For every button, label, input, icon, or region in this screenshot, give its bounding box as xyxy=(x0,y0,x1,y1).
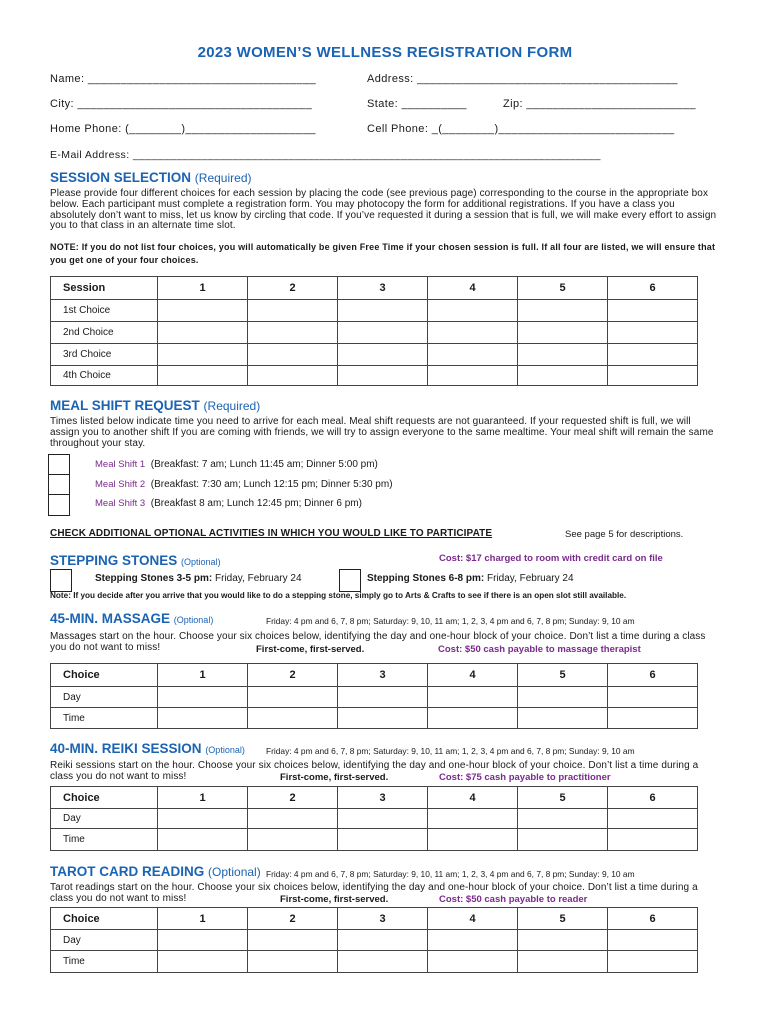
meal-shift-3 xyxy=(95,498,362,509)
tarot-cost: Cost: $50 cash payable to reader xyxy=(439,894,588,905)
cell[interactable] xyxy=(338,366,428,386)
cell[interactable] xyxy=(518,687,608,708)
massage-cost: Cost: $50 cash payable to massage therapist xyxy=(438,644,641,655)
massage-heading-note: (Optional) xyxy=(173,615,214,625)
session-heading-text: SESSION SELECTION xyxy=(50,170,192,185)
cell[interactable] xyxy=(518,829,608,851)
session-heading-note: (Required) xyxy=(194,171,252,185)
meal-shift-1-checkbox[interactable] xyxy=(48,454,70,476)
reiki-header-5: 5 xyxy=(518,787,608,809)
cell[interactable] xyxy=(338,951,428,973)
row-label: Day xyxy=(51,930,158,951)
zip-field[interactable]: Zip: __________________________ xyxy=(503,98,696,110)
cell[interactable] xyxy=(338,829,428,851)
cell[interactable] xyxy=(518,366,608,386)
massage-heading-text: 45-MIN. MASSAGE xyxy=(50,611,171,626)
session-header-5: 5 xyxy=(518,277,608,300)
meal-shift-1 xyxy=(95,459,378,470)
session-header-1: 1 xyxy=(158,277,248,300)
cell[interactable] xyxy=(338,300,428,322)
tarot-header-1: 1 xyxy=(158,908,248,930)
cell[interactable] xyxy=(248,322,338,344)
row-label: Day xyxy=(51,809,158,829)
name-field[interactable]: Name: ___________________________________ xyxy=(50,73,316,85)
meal-shift-1-label: Meal Shift 1 xyxy=(95,459,146,470)
cell[interactable] xyxy=(428,687,518,708)
table-row xyxy=(51,300,698,322)
reiki-header-4: 4 xyxy=(428,787,518,809)
table-row xyxy=(51,708,698,729)
session-header-session: Session xyxy=(51,277,158,300)
cell[interactable] xyxy=(338,708,428,729)
table-row xyxy=(51,322,698,344)
tarot-schedule: Friday: 4 pm and 6, 7, 8 pm; Saturday: 9, 10, 11 am; 1, 2, 3, 4 pm and 6, 7, 8 pm; Sunday: 9, 10 am xyxy=(266,869,635,879)
stepping-option-1-label: Stepping Stones 3-5 pm: xyxy=(95,573,213,584)
see-page-note: See page 5 for descriptions. xyxy=(565,529,684,540)
meal-heading-note: (Required) xyxy=(203,399,261,413)
address-field[interactable]: Address: ________________________________________ xyxy=(367,73,678,85)
state-field[interactable]: State: __________ xyxy=(367,98,467,110)
reiki-header-6: 6 xyxy=(608,787,698,809)
cell[interactable] xyxy=(158,829,248,851)
cell[interactable] xyxy=(428,322,518,344)
session-header-4: 4 xyxy=(428,277,518,300)
reiki-schedule: Friday: 4 pm and 6, 7, 8 pm; Saturday: 9, 10, 11 am; 1, 2, 3, 4 pm and 6, 7, 8 pm; Sunday: 9, 10 am xyxy=(266,746,635,756)
row-label: 1st Choice xyxy=(51,300,158,322)
cell[interactable] xyxy=(248,366,338,386)
massage-header-5: 5 xyxy=(518,664,608,687)
cell[interactable] xyxy=(608,344,698,366)
cell[interactable] xyxy=(428,829,518,851)
cell[interactable] xyxy=(158,687,248,708)
table-row xyxy=(51,829,698,851)
meal-shift-1-times: (Breakfast: 7 am; Lunch 11:45 am; Dinner 5:00 pm) xyxy=(150,459,378,470)
session-table-header xyxy=(51,277,698,300)
row-label: Time xyxy=(51,829,158,851)
email-field[interactable]: E-Mail Address: ___________________________________________________________________________ xyxy=(50,149,601,161)
stepping-3-5-checkbox[interactable] xyxy=(50,569,72,592)
tarot-table-header xyxy=(51,908,698,930)
reiki-table xyxy=(50,786,698,851)
reiki-heading xyxy=(50,741,245,756)
cell[interactable] xyxy=(248,344,338,366)
row-label: Time xyxy=(51,951,158,973)
cell[interactable] xyxy=(248,300,338,322)
cell[interactable] xyxy=(608,708,698,729)
massage-paragraph: Massages start on the hour. Choose your six choices below, identifying the day and one-hour block of your choice. Don’t list a time during a class you do not want to miss! xyxy=(50,631,706,653)
meal-heading-text: MEAL SHIFT REQUEST xyxy=(50,398,200,413)
tarot-table xyxy=(50,907,698,973)
cell[interactable] xyxy=(248,687,338,708)
cell[interactable] xyxy=(608,829,698,851)
stepping-option-1-date: Friday, February 24 xyxy=(215,573,302,584)
cell[interactable] xyxy=(608,300,698,322)
massage-header-1: 1 xyxy=(158,664,248,687)
session-paragraph: Please provide four different choices for each session by placing the code (see previous page) corresponding to the course in the appropriate box below. Each participant must complete a registration form. You may photocopy the form for additional registrations. If you have a class you absolutely don’t want to miss, let us know by circling that code. If you’ve requested it during a session that is full, we will make every effort to assign you to that class in an alternate time slot. xyxy=(50,188,717,232)
stepping-option-1 xyxy=(95,573,302,584)
reiki-header-3: 3 xyxy=(338,787,428,809)
reiki-table-header xyxy=(51,787,698,809)
stepping-heading-note: (Optional) xyxy=(181,557,221,567)
table-row xyxy=(51,344,698,366)
meal-shift-3-label: Meal Shift 3 xyxy=(95,498,146,509)
row-label: 3rd Choice xyxy=(51,344,158,366)
massage-header-4: 4 xyxy=(428,664,518,687)
cell[interactable] xyxy=(608,809,698,829)
cell[interactable] xyxy=(248,708,338,729)
cell[interactable] xyxy=(518,322,608,344)
stepping-option-2 xyxy=(367,573,574,584)
cell[interactable] xyxy=(158,708,248,729)
row-label: Time xyxy=(51,708,158,729)
reiki-header-2: 2 xyxy=(248,787,338,809)
meal-shift-3-checkbox[interactable] xyxy=(48,494,70,516)
cell[interactable] xyxy=(608,322,698,344)
table-row xyxy=(51,366,698,386)
session-heading xyxy=(50,170,252,185)
table-row xyxy=(51,687,698,708)
city-field[interactable]: City: ____________________________________ xyxy=(50,98,313,110)
cell-phone-field[interactable]: Cell Phone: _(________)___________________________ xyxy=(367,123,675,135)
cell[interactable] xyxy=(338,930,428,951)
cell[interactable] xyxy=(158,322,248,344)
tarot-heading-text: TAROT CARD READING xyxy=(50,864,205,879)
cell[interactable] xyxy=(428,344,518,366)
session-note: NOTE: If you do not list four choices, you will automatically be given Free Time if your chosen session is full. If all four are listed, we will ensure that you get one of your four choices. xyxy=(50,242,716,265)
cell[interactable] xyxy=(248,951,338,973)
tarot-paragraph: Tarot readings start on the hour. Choose your six choices below, identifying the day and one-hour block of your choice. Don’t list a time during a class you do not want to miss! xyxy=(50,882,698,904)
cell[interactable] xyxy=(428,930,518,951)
massage-header-3: 3 xyxy=(338,664,428,687)
meal-shift-2-times: (Breakfast: 7:30 am; Lunch 12:15 pm; Dinner 5:30 pm) xyxy=(150,479,393,490)
tarot-heading-note: (Optional) xyxy=(208,865,261,879)
cell[interactable] xyxy=(608,366,698,386)
cell[interactable] xyxy=(428,300,518,322)
massage-first-come: First-come, first-served. xyxy=(256,644,365,655)
row-label: 2nd Choice xyxy=(51,322,158,344)
cell[interactable] xyxy=(608,951,698,973)
reiki-header-1: 1 xyxy=(158,787,248,809)
cell[interactable] xyxy=(518,344,608,366)
reiki-first-come: First-come, first-served. xyxy=(280,772,389,783)
reiki-header-choice: Choice xyxy=(51,787,158,809)
optional-activities-heading: CHECK ADDITIONAL OPTIONAL ACTIVITIES IN WHICH YOU WOULD LIKE TO PARTICIPATE xyxy=(50,528,493,539)
cell[interactable] xyxy=(428,809,518,829)
session-header-2: 2 xyxy=(248,277,338,300)
reiki-cost: Cost: $75 cash payable to practitioner xyxy=(439,772,611,783)
tarot-first-come: First-come, first-served. xyxy=(280,894,389,905)
massage-table-header xyxy=(51,664,698,687)
stepping-option-2-date: Friday, February 24 xyxy=(487,573,574,584)
cell[interactable] xyxy=(608,687,698,708)
session-header-3: 3 xyxy=(338,277,428,300)
cell[interactable] xyxy=(338,344,428,366)
cell[interactable] xyxy=(158,930,248,951)
cell[interactable] xyxy=(518,300,608,322)
cell[interactable] xyxy=(158,951,248,973)
cell[interactable] xyxy=(158,300,248,322)
massage-heading xyxy=(50,611,213,626)
stepping-option-2-label: Stepping Stones 6-8 pm: xyxy=(367,573,485,584)
meal-shift-2 xyxy=(95,479,393,490)
massage-table xyxy=(50,663,698,729)
cell[interactable] xyxy=(248,809,338,829)
stepping-6-8-checkbox[interactable] xyxy=(339,569,361,592)
session-header-6: 6 xyxy=(608,277,698,300)
tarot-header-choice: Choice xyxy=(51,908,158,930)
tarot-header-6: 6 xyxy=(608,908,698,930)
meal-shift-2-checkbox[interactable] xyxy=(48,474,70,496)
cell[interactable] xyxy=(158,809,248,829)
massage-header-6: 6 xyxy=(608,664,698,687)
massage-header-choice: Choice xyxy=(51,664,158,687)
meal-shift-2-label: Meal Shift 2 xyxy=(95,479,146,490)
meal-heading xyxy=(50,398,260,413)
table-row xyxy=(51,951,698,973)
cell[interactable] xyxy=(338,322,428,344)
cell[interactable] xyxy=(338,687,428,708)
tarot-header-3: 3 xyxy=(338,908,428,930)
stepping-note: Note: If you decide after you arrive that you would like to do a stepping stone, simply go to Arts & Crafts to see if there is an open slot still available. xyxy=(50,591,627,600)
tarot-header-2: 2 xyxy=(248,908,338,930)
cell[interactable] xyxy=(518,930,608,951)
cell[interactable] xyxy=(518,951,608,973)
reiki-heading-text: 40-MIN. REIKI SESSION xyxy=(50,741,202,756)
meal-shift-3-times: (Breakfast 8 am; Lunch 12:45 pm; Dinner 6 pm) xyxy=(150,498,362,509)
cell[interactable] xyxy=(428,951,518,973)
stepping-heading xyxy=(50,553,221,568)
cell[interactable] xyxy=(158,366,248,386)
form-title: 2023 WOMEN’S WELLNESS REGISTRATION FORM xyxy=(197,44,573,61)
massage-schedule: Friday: 4 pm and 6, 7, 8 pm; Saturday: 9, 10, 11 am; 1, 2, 3, 4 pm and 6, 7, 8 pm; Sunday: 9, 10 am xyxy=(266,616,635,626)
stepping-cost: Cost: $17 charged to room with credit card on file xyxy=(439,553,663,564)
session-table xyxy=(50,276,698,386)
cell[interactable] xyxy=(338,809,428,829)
reiki-paragraph: Reiki sessions start on the hour. Choose your six choices below, identifying the day and one-hour block of your choice. Don’t list a time during a class you do not want to miss! xyxy=(50,760,699,782)
row-label: 4th Choice xyxy=(51,366,158,386)
tarot-heading xyxy=(50,864,261,879)
tarot-header-5: 5 xyxy=(518,908,608,930)
cell[interactable] xyxy=(428,366,518,386)
table-row xyxy=(51,930,698,951)
reiki-heading-note: (Optional) xyxy=(205,745,245,755)
cell[interactable] xyxy=(518,809,608,829)
cell[interactable] xyxy=(248,829,338,851)
cell[interactable] xyxy=(428,708,518,729)
meal-paragraph: Times listed below indicate time you need to arrive for each meal. Meal shift requests are not guaranteed. If your requested shift is full, we will assign you to another shift If you are coming with friends, we will try to assign everyone to the same mealtime. Your meal shift will remain the same throughout your stay. xyxy=(50,416,714,449)
cell[interactable] xyxy=(248,930,338,951)
tarot-header-4: 4 xyxy=(428,908,518,930)
stepping-heading-text: STEPPING STONES xyxy=(50,553,178,568)
cell[interactable] xyxy=(608,930,698,951)
home-phone-field[interactable]: Home Phone: (________)____________________ xyxy=(50,123,316,135)
massage-header-2: 2 xyxy=(248,664,338,687)
cell[interactable] xyxy=(518,708,608,729)
cell[interactable] xyxy=(158,344,248,366)
row-label: Day xyxy=(51,687,158,708)
table-row xyxy=(51,809,698,829)
